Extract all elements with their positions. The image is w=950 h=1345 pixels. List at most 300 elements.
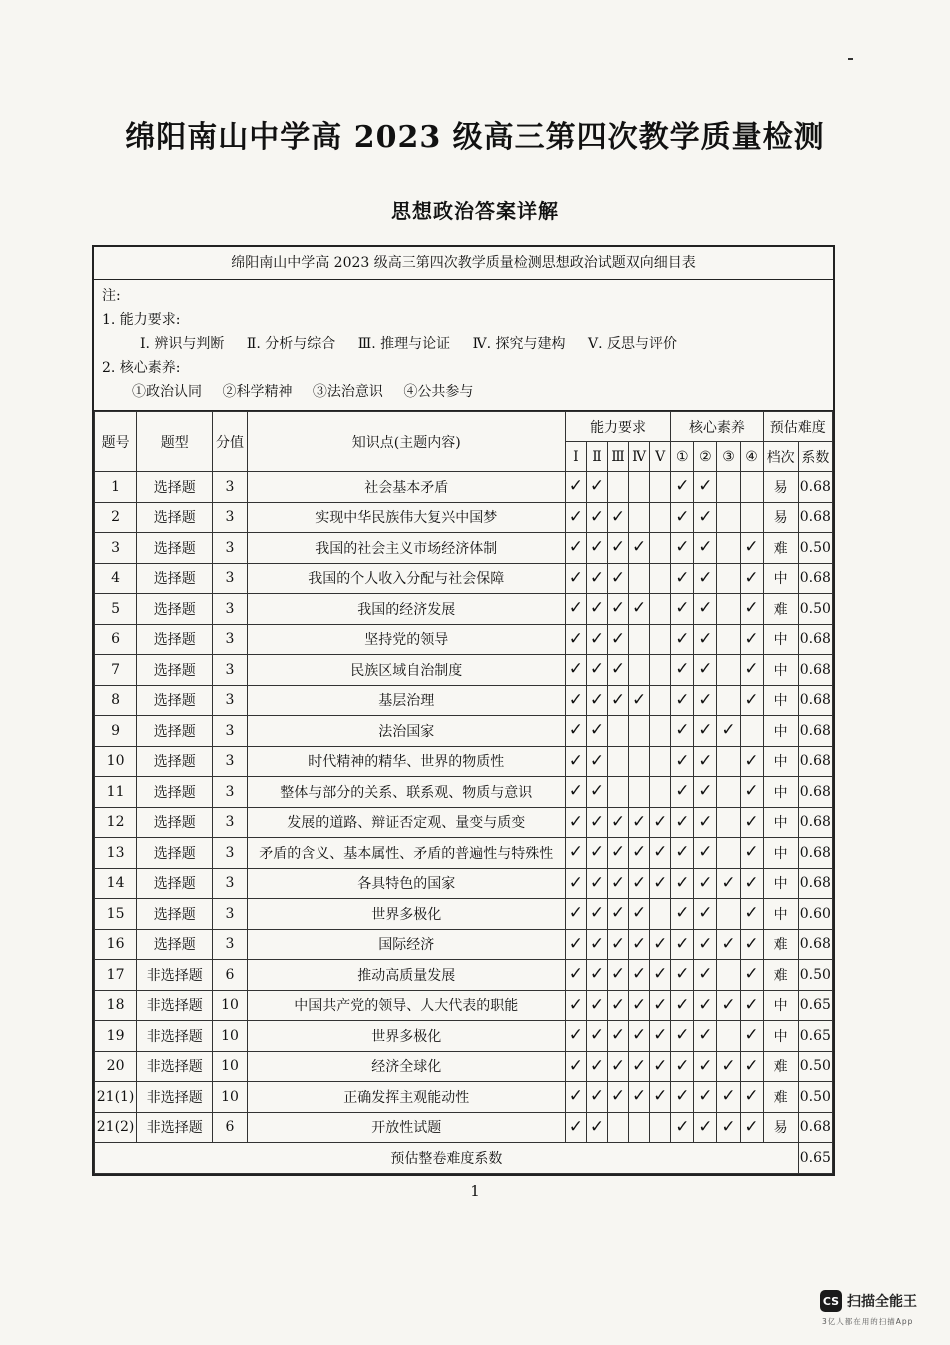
literacy-cell (671, 990, 694, 1021)
ability-cell (586, 502, 607, 533)
check-mark-icon: ✓ (744, 1055, 759, 1076)
check-mark-icon: ✓ (631, 903, 647, 924)
check-mark-icon: ✓ (589, 964, 605, 985)
check-mark-icon: ✓ (610, 1055, 626, 1076)
question-number: 19 (95, 1021, 137, 1052)
difficulty-coefficient: 0.68 (798, 838, 832, 869)
check-mark-icon: ✓ (610, 842, 626, 863)
question-score: 3 (213, 716, 247, 747)
ability-cell (586, 1112, 607, 1143)
question-number: 6 (95, 624, 137, 655)
knowledge-point: 各具特色的国家 (247, 868, 565, 899)
col-header-literacy: ③ (717, 442, 740, 472)
check-mark-icon: ✓ (589, 628, 605, 649)
check-mark-icon: ✓ (589, 720, 605, 741)
check-mark-icon: ✓ (568, 811, 583, 832)
ability-cell (650, 1051, 671, 1082)
ability-cell (565, 868, 586, 899)
literacy-cell (717, 655, 740, 686)
check-mark-icon: ✓ (721, 1055, 736, 1076)
ability-cell (586, 929, 607, 960)
col-header-no: 题号 (95, 412, 137, 472)
ability-cell (650, 594, 671, 625)
question-type: 选择题 (137, 777, 213, 808)
check-mark-icon: ✓ (568, 506, 583, 527)
literacy-cell (694, 472, 717, 503)
table-row (95, 1082, 833, 1113)
literacy-cell (740, 838, 763, 869)
col-header-ability: Ⅰ (565, 442, 586, 472)
ability-cell (565, 655, 586, 686)
ability-cell (586, 533, 607, 564)
knowledge-point: 我国的社会主义市场经济体制 (247, 533, 565, 564)
knowledge-point: 实现中华民族伟大复兴中国梦 (247, 502, 565, 533)
difficulty-level: 中 (763, 716, 798, 747)
literacy-cell (717, 533, 740, 564)
knowledge-point: 矛盾的含义、基本属性、矛盾的普遍性与特殊性 (247, 838, 565, 869)
question-score: 3 (213, 807, 247, 838)
question-type: 选择题 (137, 624, 213, 655)
watermark-app-name: 扫描全能王 (847, 1294, 917, 1310)
check-mark-icon: ✓ (568, 933, 583, 954)
check-mark-icon: ✓ (568, 994, 583, 1015)
table-row (95, 472, 833, 503)
question-number: 21(1) (95, 1082, 137, 1113)
literacy-cell (717, 899, 740, 930)
ability-cell (650, 1021, 671, 1052)
check-mark-icon: ✓ (698, 964, 713, 985)
question-number: 17 (95, 960, 137, 991)
col-header-topic: 知识点(主题内容) (247, 412, 565, 472)
overall-difficulty-value: 0.65 (798, 1143, 832, 1174)
ability-cell (608, 746, 629, 777)
check-mark-icon: ✓ (698, 476, 713, 497)
difficulty-coefficient: 0.50 (798, 1082, 832, 1113)
ability-cell (629, 929, 650, 960)
ability-cell (650, 838, 671, 869)
ability-cell (650, 777, 671, 808)
knowledge-point: 推动高质量发展 (247, 960, 565, 991)
literacy-cell (740, 563, 763, 594)
question-score: 3 (213, 685, 247, 716)
table-row (95, 838, 833, 869)
question-score: 3 (213, 868, 247, 899)
difficulty-coefficient: 0.68 (798, 655, 832, 686)
check-mark-icon: ✓ (589, 781, 605, 802)
question-number: 7 (95, 655, 137, 686)
question-number: 1 (95, 472, 137, 503)
ability-cell (586, 624, 607, 655)
difficulty-coefficient: 0.68 (798, 746, 832, 777)
check-mark-icon: ✓ (744, 872, 759, 893)
knowledge-point: 发展的道路、辩证否定观、量变与质变 (247, 807, 565, 838)
question-number: 20 (95, 1051, 137, 1082)
table-row (95, 1021, 833, 1052)
difficulty-coefficient: 0.68 (798, 502, 832, 533)
table-row (95, 563, 833, 594)
ability-cell (565, 960, 586, 991)
literacy-cell (671, 868, 694, 899)
question-number: 15 (95, 899, 137, 930)
ability-cell (629, 655, 650, 686)
question-type: 选择题 (137, 716, 213, 747)
check-mark-icon: ✓ (610, 689, 626, 710)
col-header-ability: Ⅴ (650, 442, 671, 472)
literacy-cell (671, 624, 694, 655)
check-mark-icon: ✓ (610, 598, 626, 619)
spec-table-body (95, 472, 833, 1143)
check-mark-icon: ✓ (698, 933, 713, 954)
literacy-cell (671, 1112, 694, 1143)
check-mark-icon: ✓ (698, 811, 713, 832)
ability-cell (586, 899, 607, 930)
literacy-cell (717, 1021, 740, 1052)
ability-cell (586, 563, 607, 594)
literacy-cell (740, 960, 763, 991)
check-mark-icon: ✓ (698, 598, 713, 619)
difficulty-level: 中 (763, 838, 798, 869)
check-mark-icon: ✓ (631, 872, 647, 893)
check-mark-icon: ✓ (568, 1086, 583, 1107)
check-mark-icon: ✓ (744, 1025, 759, 1046)
check-mark-icon: ✓ (610, 567, 626, 588)
ability-cell (650, 472, 671, 503)
literacy-cell (740, 1021, 763, 1052)
question-type: 选择题 (137, 746, 213, 777)
difficulty-level: 中 (763, 655, 798, 686)
difficulty-coefficient: 0.68 (798, 563, 832, 594)
difficulty-level: 中 (763, 1021, 798, 1052)
knowledge-point: 世界多极化 (247, 1021, 565, 1052)
literacy-cell (671, 655, 694, 686)
literacy-cell (717, 1051, 740, 1082)
ability-cell (565, 1082, 586, 1113)
difficulty-coefficient: 0.68 (798, 624, 832, 655)
difficulty-level: 易 (763, 502, 798, 533)
difficulty-coefficient: 0.50 (798, 960, 832, 991)
literacy-list (102, 380, 825, 404)
literacy-cell (671, 685, 694, 716)
table-caption: 绵阳南山中学高 2023 级高三第四次教学质量检测思想政治试题双向细目表 (94, 247, 833, 280)
header-row-1 (95, 412, 833, 442)
question-number: 12 (95, 807, 137, 838)
difficulty-coefficient: 0.50 (798, 1051, 832, 1082)
ability-cell (586, 716, 607, 747)
knowledge-point: 我国的经济发展 (247, 594, 565, 625)
check-mark-icon: ✓ (698, 659, 713, 680)
literacy-cell (740, 655, 763, 686)
ability-cell (565, 594, 586, 625)
ability-cell (565, 1112, 586, 1143)
check-mark-icon: ✓ (698, 506, 713, 527)
check-mark-icon: ✓ (631, 964, 647, 985)
literacy-cell (717, 1112, 740, 1143)
literacy-cell (694, 960, 717, 991)
check-mark-icon: ✓ (744, 628, 759, 649)
check-mark-icon: ✓ (675, 476, 690, 497)
question-score: 3 (213, 563, 247, 594)
ability-cell (565, 502, 586, 533)
literacy-cell (694, 746, 717, 777)
table-row (95, 1112, 833, 1143)
col-group-literacy: 核心素养 (671, 412, 763, 442)
question-number: 8 (95, 685, 137, 716)
ability-cell (629, 838, 650, 869)
literacy-cell (740, 1082, 763, 1113)
check-mark-icon: ✓ (744, 933, 759, 954)
literacy-cell (694, 929, 717, 960)
check-mark-icon: ✓ (744, 567, 759, 588)
check-mark-icon: ✓ (653, 1055, 668, 1076)
check-mark-icon: ✓ (744, 1086, 759, 1107)
literacy-cell (671, 502, 694, 533)
difficulty-coefficient: 0.68 (798, 716, 832, 747)
question-type: 选择题 (137, 807, 213, 838)
check-mark-icon: ✓ (698, 689, 713, 710)
check-mark-icon: ✓ (568, 659, 583, 680)
literacy-item: ②科学精神 (222, 384, 293, 400)
literacy-cell (671, 1021, 694, 1052)
ability-cell (608, 777, 629, 808)
check-mark-icon: ✓ (744, 689, 759, 710)
question-score: 3 (213, 533, 247, 564)
literacy-cell (671, 533, 694, 564)
table-row (95, 716, 833, 747)
check-mark-icon: ✓ (610, 933, 626, 954)
check-mark-icon: ✓ (589, 1116, 605, 1137)
check-mark-icon: ✓ (610, 994, 626, 1015)
check-mark-icon: ✓ (675, 1116, 690, 1137)
check-mark-icon: ✓ (698, 1025, 713, 1046)
ability-item: Ⅳ. 探究与建构 (472, 336, 566, 352)
check-mark-icon: ✓ (675, 903, 690, 924)
check-mark-icon: ✓ (568, 537, 583, 558)
table-row (95, 990, 833, 1021)
ability-cell (565, 929, 586, 960)
difficulty-coefficient: 0.68 (798, 868, 832, 899)
col-header-type: 题型 (137, 412, 213, 472)
question-score: 3 (213, 899, 247, 930)
question-type: 非选择题 (137, 1051, 213, 1082)
difficulty-level: 难 (763, 1082, 798, 1113)
ability-cell (629, 868, 650, 899)
check-mark-icon: ✓ (631, 598, 647, 619)
check-mark-icon: ✓ (653, 964, 668, 985)
ability-cell (650, 502, 671, 533)
ability-cell (629, 594, 650, 625)
difficulty-level: 中 (763, 777, 798, 808)
check-mark-icon: ✓ (568, 842, 583, 863)
footer-row (95, 1143, 833, 1174)
question-type: 选择题 (137, 594, 213, 625)
ability-cell (629, 502, 650, 533)
check-mark-icon: ✓ (744, 750, 759, 771)
literacy-cell (740, 929, 763, 960)
check-mark-icon: ✓ (698, 872, 713, 893)
difficulty-coefficient: 0.65 (798, 1021, 832, 1052)
check-mark-icon: ✓ (675, 842, 690, 863)
check-mark-icon: ✓ (698, 903, 713, 924)
ability-cell (608, 868, 629, 899)
check-mark-icon: ✓ (568, 750, 583, 771)
question-number: 18 (95, 990, 137, 1021)
literacy-cell (694, 807, 717, 838)
literacy-cell (694, 1112, 717, 1143)
check-mark-icon: ✓ (568, 1055, 583, 1076)
literacy-cell (694, 624, 717, 655)
knowledge-point: 法治国家 (247, 716, 565, 747)
question-number: 16 (95, 929, 137, 960)
question-type: 选择题 (137, 563, 213, 594)
literacy-cell (694, 594, 717, 625)
check-mark-icon: ✓ (653, 872, 668, 893)
knowledge-point: 坚持党的领导 (247, 624, 565, 655)
check-mark-icon: ✓ (589, 567, 605, 588)
literacy-cell (740, 685, 763, 716)
check-mark-icon: ✓ (698, 842, 713, 863)
question-score: 10 (213, 1051, 247, 1082)
ability-cell (565, 746, 586, 777)
literacy-cell (740, 624, 763, 655)
difficulty-level: 易 (763, 472, 798, 503)
question-type: 选择题 (137, 655, 213, 686)
ability-cell (586, 777, 607, 808)
literacy-cell (694, 563, 717, 594)
ability-cell (565, 1021, 586, 1052)
check-mark-icon: ✓ (744, 537, 759, 558)
check-mark-icon: ✓ (589, 506, 605, 527)
col-group-ability: 能力要求 (565, 412, 670, 442)
check-mark-icon: ✓ (610, 1086, 626, 1107)
literacy-cell (671, 594, 694, 625)
check-mark-icon: ✓ (675, 933, 690, 954)
check-mark-icon: ✓ (631, 1055, 647, 1076)
ability-item: Ⅱ. 分析与综合 (246, 336, 336, 352)
ability-cell (608, 624, 629, 655)
literacy-cell (717, 502, 740, 533)
ability-cell (650, 899, 671, 930)
difficulty-level: 中 (763, 807, 798, 838)
question-score: 6 (213, 960, 247, 991)
ability-cell (565, 838, 586, 869)
literacy-cell (717, 807, 740, 838)
literacy-cell (694, 502, 717, 533)
ability-cell (565, 472, 586, 503)
literacy-cell (740, 990, 763, 1021)
check-mark-icon: ✓ (568, 689, 583, 710)
ability-cell (586, 868, 607, 899)
difficulty-coefficient: 0.50 (798, 594, 832, 625)
table-row (95, 594, 833, 625)
ability-cell (608, 960, 629, 991)
knowledge-point: 时代精神的精华、世界的物质性 (247, 746, 565, 777)
check-mark-icon: ✓ (610, 659, 626, 680)
check-mark-icon: ✓ (631, 994, 647, 1015)
check-mark-icon: ✓ (568, 476, 583, 497)
check-mark-icon: ✓ (589, 598, 605, 619)
ability-cell (608, 594, 629, 625)
document-subtitle: 思想政治答案详解 (391, 199, 559, 223)
check-mark-icon: ✓ (568, 1116, 583, 1137)
check-mark-icon: ✓ (589, 659, 605, 680)
check-mark-icon: ✓ (653, 842, 668, 863)
question-type: 选择题 (137, 502, 213, 533)
check-mark-icon: ✓ (675, 964, 690, 985)
ability-cell (608, 1051, 629, 1082)
check-mark-icon: ✓ (675, 994, 690, 1015)
literacy-cell (694, 655, 717, 686)
difficulty-level: 中 (763, 563, 798, 594)
col-header-ability: Ⅱ (586, 442, 607, 472)
table-row (95, 868, 833, 899)
table-row (95, 533, 833, 564)
check-mark-icon: ✓ (744, 842, 759, 863)
question-score: 3 (213, 655, 247, 686)
ability-cell (565, 685, 586, 716)
literacy-item: ③法治意识 (312, 384, 383, 400)
literacy-cell (671, 1051, 694, 1082)
check-mark-icon: ✓ (698, 567, 713, 588)
literacy-cell (694, 716, 717, 747)
col-group-difficulty: 预估难度 (763, 412, 832, 442)
page-number: 1 (470, 1182, 480, 1200)
ability-item: Ⅴ. 反思与评价 (587, 336, 677, 352)
ability-cell (650, 807, 671, 838)
ability-cell (629, 685, 650, 716)
check-mark-icon: ✓ (721, 933, 736, 954)
literacy-cell (740, 868, 763, 899)
question-number: 10 (95, 746, 137, 777)
difficulty-coefficient: 0.68 (798, 685, 832, 716)
difficulty-level: 易 (763, 1112, 798, 1143)
knowledge-point: 我国的个人收入分配与社会保障 (247, 563, 565, 594)
ability-cell (608, 899, 629, 930)
check-mark-icon: ✓ (631, 689, 647, 710)
table-row (95, 777, 833, 808)
difficulty-level: 难 (763, 960, 798, 991)
question-type: 选择题 (137, 685, 213, 716)
literacy-cell (740, 594, 763, 625)
ability-cell (629, 563, 650, 594)
literacy-cell (694, 777, 717, 808)
check-mark-icon: ✓ (675, 872, 690, 893)
ability-cell (629, 716, 650, 747)
literacy-cell (671, 838, 694, 869)
difficulty-level: 中 (763, 868, 798, 899)
check-mark-icon: ✓ (568, 567, 583, 588)
check-mark-icon: ✓ (610, 537, 626, 558)
ability-cell (586, 960, 607, 991)
check-mark-icon: ✓ (698, 1055, 713, 1076)
ability-cell (608, 655, 629, 686)
check-mark-icon: ✓ (653, 1025, 668, 1046)
question-type: 选择题 (137, 533, 213, 564)
document-title: 绵阳南山中学高 2023 级高三第四次教学质量检测 (125, 120, 825, 155)
ability-cell (629, 990, 650, 1021)
check-mark-icon: ✓ (744, 598, 759, 619)
literacy-cell (694, 868, 717, 899)
question-score: 3 (213, 594, 247, 625)
literacy-cell (671, 472, 694, 503)
literacy-cell (694, 1021, 717, 1052)
literacy-cell (694, 1051, 717, 1082)
literacy-item: ④公共参与 (403, 384, 474, 400)
question-number: 5 (95, 594, 137, 625)
check-mark-icon: ✓ (589, 476, 605, 497)
literacy-cell (671, 960, 694, 991)
ability-cell (608, 716, 629, 747)
check-mark-icon: ✓ (568, 720, 583, 741)
